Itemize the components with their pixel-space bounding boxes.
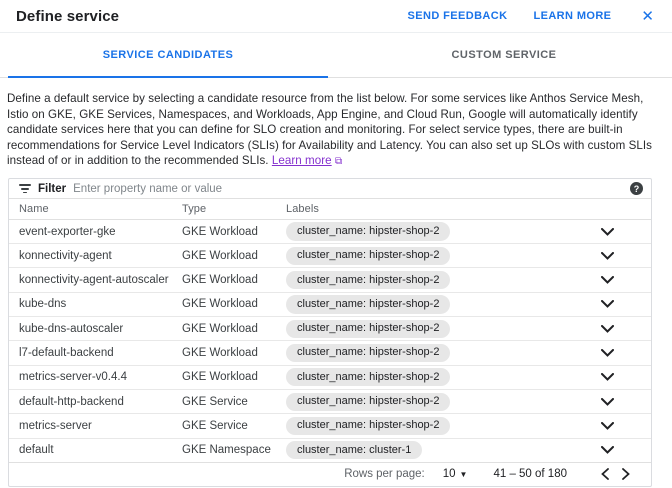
help-icon[interactable]: ? (630, 182, 643, 195)
pagination-bar (9, 463, 651, 486)
expand-row-button[interactable] (563, 300, 651, 308)
row-labels (286, 247, 563, 265)
chevron-left-icon (600, 468, 609, 480)
next-page-button[interactable] (615, 464, 637, 484)
row-name: kube-dns-autoscaler (19, 322, 124, 335)
row-type: GKE Workload (182, 298, 258, 311)
row-type: GKE Namespace (182, 444, 271, 457)
row-type: GKE Workload (182, 274, 258, 287)
page-title: Define service (16, 7, 120, 25)
chevron-down-icon (601, 228, 614, 236)
service-candidates-card (8, 178, 652, 487)
label-pill: cluster_name: hipster-shop-2 (286, 393, 450, 411)
chevron-down-icon (601, 349, 614, 357)
table-body (9, 220, 651, 463)
previous-page-button[interactable] (593, 464, 615, 484)
row-labels (286, 344, 563, 362)
close-icon[interactable]: ✕ (641, 7, 654, 25)
tab-bar (0, 33, 672, 78)
expand-row-button[interactable] (563, 228, 651, 236)
label-pill: cluster_name: hipster-shop-2 (286, 320, 450, 338)
learn-more-link[interactable]: LEARN MORE (533, 10, 612, 22)
label-pill: cluster_name: hipster-shop-2 (286, 417, 450, 435)
table-row[interactable] (9, 293, 651, 317)
row-labels (286, 393, 563, 411)
row-type: GKE Workload (182, 225, 258, 238)
filter-icon (19, 184, 31, 193)
row-name: kube-dns (19, 298, 67, 311)
chevron-down-icon (601, 276, 614, 284)
row-labels (286, 271, 563, 289)
external-link-icon: ⧉ (334, 156, 343, 168)
rows-per-page-label: Rows per page: (344, 468, 425, 481)
label-pill: cluster_name: hipster-shop-2 (286, 295, 450, 313)
chevron-down-icon (601, 252, 614, 260)
row-type: GKE Service (182, 419, 248, 432)
label-pill: cluster_name: hipster-shop-2 (286, 344, 450, 362)
table-row[interactable] (9, 390, 651, 414)
tab-service-candidates[interactable]: SERVICE CANDIDATES (0, 33, 336, 77)
tab-custom-service[interactable]: CUSTOM SERVICE (451, 49, 557, 61)
dropdown-caret-icon: ▼ (459, 469, 468, 479)
row-type: GKE Workload (182, 347, 258, 359)
filter-label: Filter (38, 182, 67, 195)
label-pill: cluster_name: hipster-shop-2 (286, 247, 450, 265)
row-labels (286, 368, 563, 386)
column-header-name: Name (19, 203, 49, 216)
row-labels (286, 441, 563, 459)
table-header-row (9, 199, 651, 219)
expand-row-button[interactable] (563, 398, 651, 406)
label-pill: cluster_name: hipster-shop-2 (286, 222, 450, 240)
table-row[interactable] (9, 268, 651, 292)
label-pill: cluster_name: hipster-shop-2 (286, 368, 450, 386)
table-row[interactable] (9, 439, 651, 463)
expand-row-button[interactable] (563, 276, 651, 284)
chevron-down-icon (601, 373, 614, 381)
chevron-right-icon (622, 468, 631, 480)
expand-row-button[interactable] (563, 422, 651, 430)
rows-per-page-value: 10 (442, 468, 456, 481)
table-row[interactable] (9, 366, 651, 390)
row-name: metrics-server (19, 419, 92, 432)
row-type: GKE Workload (182, 249, 258, 262)
row-type: GKE Workload (182, 322, 258, 335)
label-pill: cluster_name: cluster-1 (286, 441, 422, 459)
table-row[interactable] (9, 220, 651, 244)
row-name: konnectivity-agent-autoscaler (19, 274, 169, 287)
label-pill: cluster_name: hipster-shop-2 (286, 271, 450, 289)
dialog-header (0, 0, 672, 33)
row-name: default-http-backend (19, 395, 124, 408)
row-name: default (19, 444, 54, 457)
row-name: metrics-server-v0.4.4 (19, 371, 127, 384)
row-type: GKE Service (182, 395, 248, 408)
filter-bar (9, 179, 651, 199)
row-name: l7-default-backend (19, 347, 114, 359)
row-labels (286, 417, 563, 435)
description-paragraph (0, 78, 672, 170)
column-header-type: Type (182, 203, 207, 216)
chevron-down-icon (601, 446, 614, 454)
chevron-down-icon (601, 422, 614, 430)
send-feedback-link[interactable]: SEND FEEDBACK (407, 10, 508, 22)
filter-input[interactable] (73, 183, 623, 195)
column-header-labels: Labels (286, 203, 320, 216)
rows-per-page-select[interactable] (443, 468, 468, 480)
row-labels (286, 320, 563, 338)
row-name: event-exporter-gke (19, 225, 116, 238)
table-row[interactable] (9, 317, 651, 341)
table-row[interactable] (9, 414, 651, 438)
expand-row-button[interactable] (563, 325, 651, 333)
row-labels (286, 295, 563, 313)
row-name: konnectivity-agent (19, 249, 112, 262)
chevron-down-icon (601, 398, 614, 406)
chevron-down-icon (601, 325, 614, 333)
row-labels (286, 222, 563, 240)
pagination-range: 41 – 50 of 180 (493, 468, 567, 481)
table-row[interactable] (9, 244, 651, 268)
row-type: GKE Workload (182, 371, 258, 384)
description-text: Define a default service by selecting a candidate resource from the list below. For some services like Anthos Service Mesh, Istio on GKE, GKE Services, Namespaces, and Workloads, App Engine, and Cloud Run, Google will automatically identify candidate services here that you can define for SLO creation and monitoring. For select service types, there are built-in recommendations for Service Level Indicators (SLIs) for Availability and Latency. You can also set up SLOs with custom SLIs instead of or in addition to the recommended SLIs. (7, 92, 652, 168)
table-row[interactable] (9, 341, 651, 365)
description-learn-more-link[interactable]: Learn more (271, 154, 332, 168)
expand-row-button[interactable] (563, 373, 651, 381)
expand-row-button[interactable] (563, 349, 651, 357)
chevron-down-icon (601, 300, 614, 308)
expand-row-button[interactable] (563, 446, 651, 454)
expand-row-button[interactable] (563, 252, 651, 260)
